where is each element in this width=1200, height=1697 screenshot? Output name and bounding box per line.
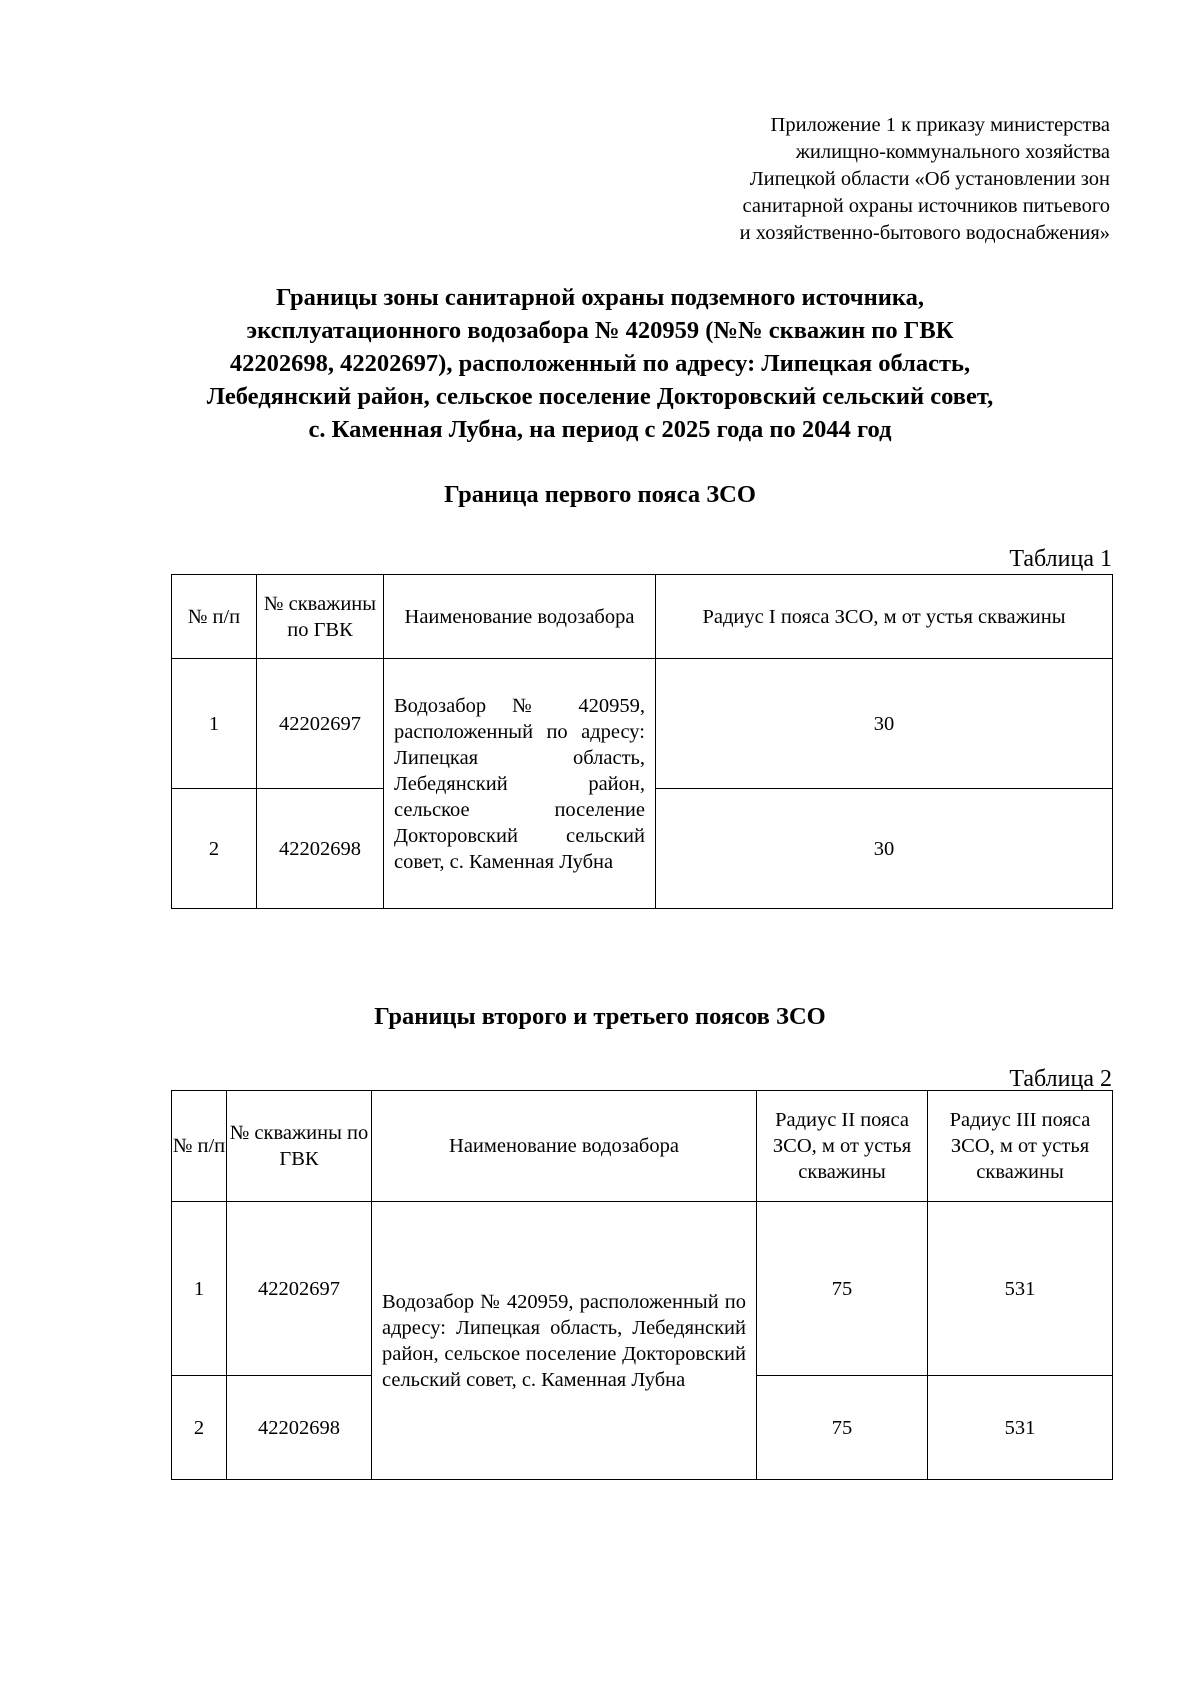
section1-heading: Граница первого пояса ЗСО [444,481,756,508]
appendix-line: Липецкой области «Об установлении зон [749,168,1110,190]
appendix-line: санитарной охраны источников питьевого [742,195,1110,217]
document-title [150,281,1050,446]
table-header-row [172,1091,1113,1202]
cell-well: 42202697 [227,1202,372,1376]
table-first-zone [171,574,1113,909]
table-row [172,1202,1113,1376]
cell-radius: 30 [656,659,1113,789]
appendix-line: Приложение 1 к приказу министерства [770,114,1110,136]
appendix-note [590,112,1110,247]
appendix-line: и хозяйственно-бытового водоснабжения» [739,222,1110,244]
cell-well: 42202697 [257,659,384,789]
cell-intake-name: Водозабор № 420959, расположенный по адресу: Липецкая область, Лебедянский район, сельское поселение Докторовский сельский совет, с. Каменная Лубна [372,1202,757,1480]
header-well: № скважины по ГВК [257,575,384,659]
header-radius2: Радиус II пояса ЗСО, м от устья скважины [757,1091,928,1202]
cell-radius2: 75 [757,1376,928,1480]
table-header-row [172,575,1113,659]
cell-intake-name: Водозабор № 420959, расположенный по адресу: Липецкая область, Лебедянский район, сельское поселение Докторовский сельский совет, с. Каменная Лубна [384,659,656,909]
cell-num: 1 [172,659,257,789]
cell-radius3: 531 [928,1202,1113,1376]
cell-num: 2 [172,789,257,909]
appendix-line: жилищно-коммунального хозяйства [795,141,1110,163]
cell-well: 42202698 [257,789,384,909]
title-line: 42202698, 42202697), расположенный по адресу: Липецкая область, [229,350,971,377]
cell-radius3: 531 [928,1376,1113,1480]
header-radius3: Радиус III пояса ЗСО, м от устья скважины [928,1091,1113,1202]
cell-radius2: 75 [757,1202,928,1376]
header-name: Наименование водозабора [372,1091,757,1202]
title-line: с. Каменная Лубна, на период с 2025 года по 2044 год [308,416,892,443]
title-line: Лебедянский район, сельское поселение Докторовский сельский совет, [206,383,994,410]
section2-heading: Границы второго и третьего поясов ЗСО [374,1003,826,1030]
table1-label: Таблица 1 [1009,546,1112,572]
table2-label: Таблица 2 [1009,1066,1112,1092]
header-num: № п/п [172,1091,227,1202]
cell-num: 2 [172,1376,227,1480]
header-well: № скважины по ГВК [227,1091,372,1202]
cell-radius: 30 [656,789,1113,909]
table-second-third-zone [171,1090,1113,1480]
header-name: Наименование водозабора [384,575,656,659]
cell-well: 42202698 [227,1376,372,1480]
table-row [172,659,1113,789]
title-line: Границы зоны санитарной охраны подземного источника, [276,284,924,311]
title-line: эксплуатационного водозабора № 420959 (№№ скважин по ГВК [246,317,954,344]
header-num: № п/п [172,575,257,659]
cell-num: 1 [172,1202,227,1376]
header-radius: Радиус I пояса ЗСО, м от устья скважины [656,575,1113,659]
